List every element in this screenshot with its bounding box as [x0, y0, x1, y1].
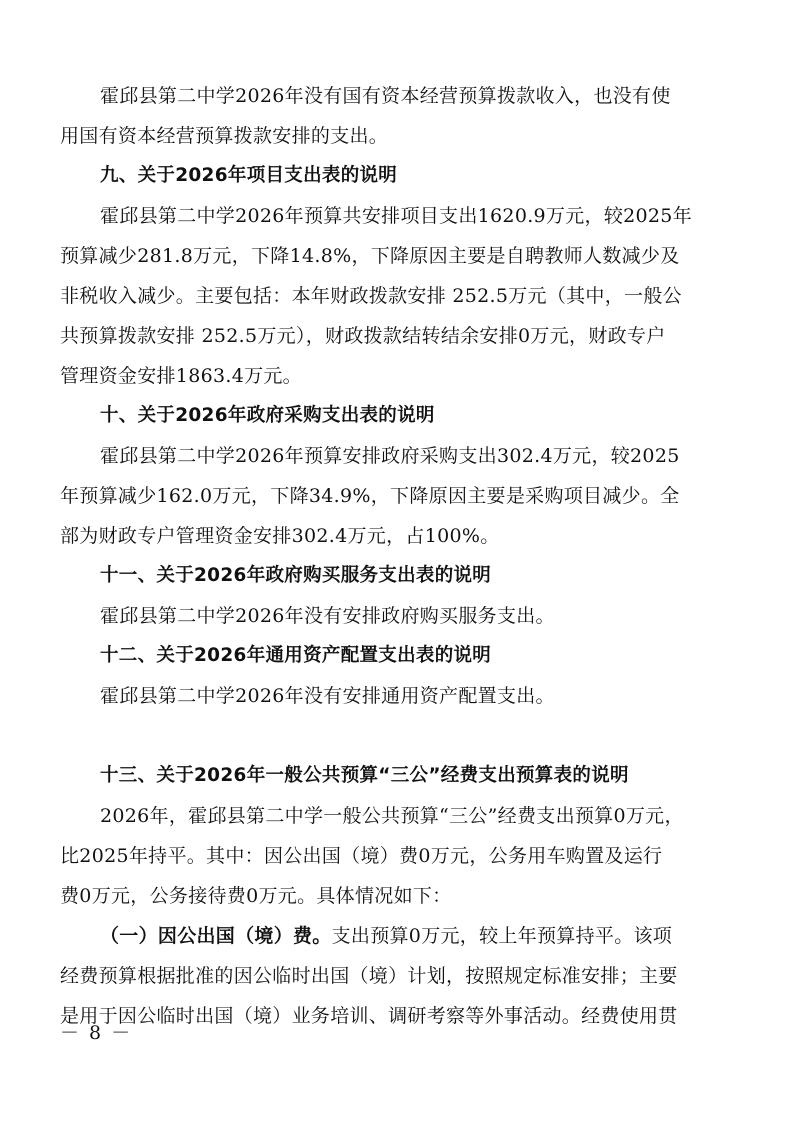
section-heading: 九、关于2026年项目支出表的说明	[100, 165, 398, 186]
paragraph-line: 共预算拨款安排 252.5万元），财政拨款结转结余安排0万元，财政专户	[60, 325, 666, 347]
paragraph-line: 预算减少281.8万元，下降14.8%，下降原因主要是自聘教师人数减少及	[60, 245, 680, 267]
paragraph-line: 非税收入减少。主要包括：本年财政拨款安排 252.5万元（其中，一般公	[60, 285, 682, 307]
subsection-heading: （一）因公出国（境）费。	[100, 925, 332, 947]
paragraph-line: 霍邱县第二中学2026年预算共安排项目支出1620.9万元，较2025年	[100, 205, 692, 227]
paragraph-line: 费0万元，公务接待费0万元。具体情况如下：	[60, 885, 452, 907]
paragraph-line: 霍邱县第二中学2026年没有国有资本经营预算拨款收入，也没有使	[100, 85, 671, 107]
paragraph-line: 霍邱县第二中学2026年没有安排通用资产配置支出。	[100, 685, 555, 707]
paragraph-line: 霍邱县第二中学2026年没有安排政府购买服务支出。	[100, 605, 555, 627]
paragraph-line: 用国有资本经营预算拨款安排的支出。	[60, 125, 389, 147]
paragraph-text: 支出预算0万元，较上年预算持平。该项	[331, 925, 673, 947]
section-heading: 十一、关于2026年政府购买服务支出表的说明	[100, 565, 492, 586]
paragraph-line: 2026年，霍邱县第二中学一般公共预算“三公”经费支出预算0万元，	[100, 805, 684, 827]
section-heading: 十三、关于2026年一般公共预算“三公”经费支出预算表的说明	[100, 765, 629, 786]
section-heading: 十、关于2026年政府采购支出表的说明	[100, 405, 435, 426]
paragraph-line: 比2025年持平。其中：因公出国（境）费0万元，公务用车购置及运行	[60, 845, 663, 867]
paragraph-line: 霍邱县第二中学2026年预算安排政府采购支出302.4万元，较2025	[100, 445, 680, 467]
paragraph-line: 经费预算根据批准的因公临时出国（境）计划，按照规定标准安排；主要	[60, 965, 678, 987]
paragraph-line: 管理资金安排1863.4万元。	[60, 365, 302, 387]
paragraph-line: 年预算减少162.0万元，下降34.9%，下降原因主要是采购项目减少。全	[60, 485, 680, 507]
paragraph-line: 部为财政专户管理资金安排302.4万元，占100%。	[60, 525, 500, 547]
section-heading: 十二、关于2026年通用资产配置支出表的说明	[100, 645, 492, 666]
paragraph-line	[100, 916, 740, 956]
page-number: － 8 －	[60, 1022, 133, 1044]
paragraph-line: 是用于因公临时出国（境）业务培训、调研考察等外事活动。经费使用贯	[60, 1005, 678, 1027]
